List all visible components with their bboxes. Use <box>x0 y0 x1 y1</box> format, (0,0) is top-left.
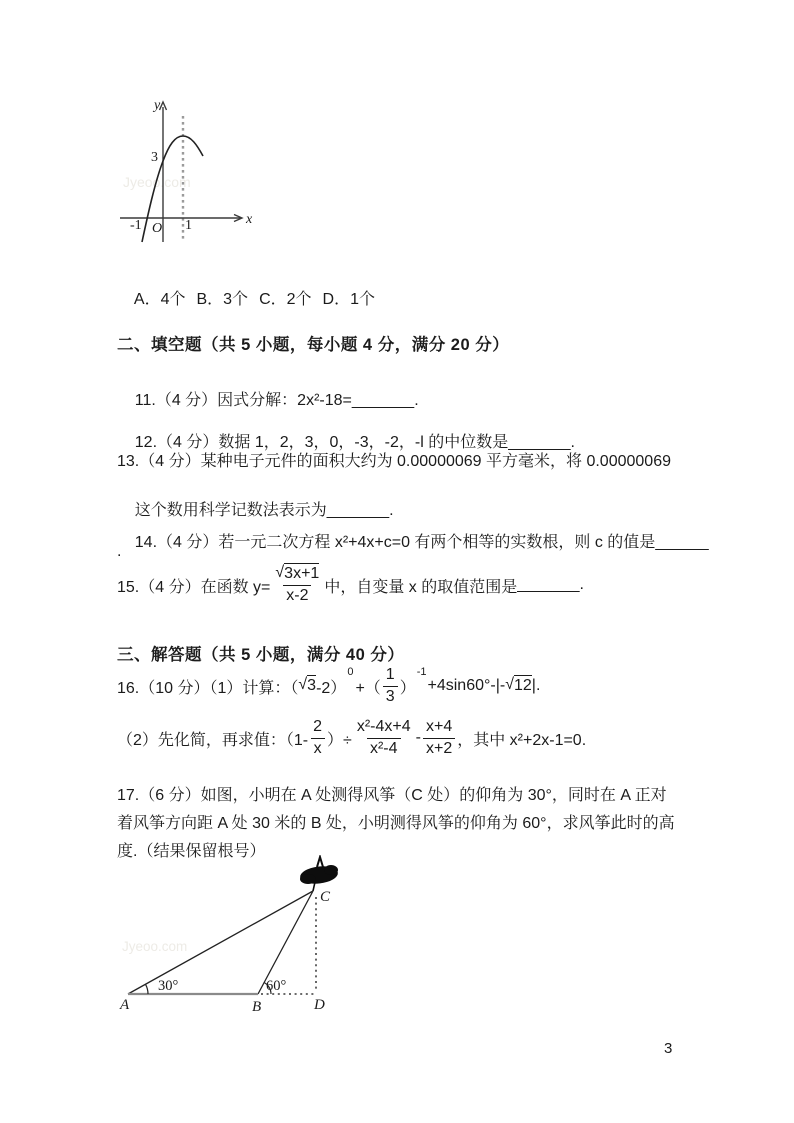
q16-frac-2-over-x <box>310 718 325 758</box>
question-15 <box>117 563 584 607</box>
vertex-label-B: B <box>252 999 262 1015</box>
watermark-text: Jyeoo.com <box>123 174 191 190</box>
q11-blank: _______ <box>351 392 415 409</box>
q16-frac2x-den: x <box>311 738 325 758</box>
q12-period: . <box>570 434 575 451</box>
section2-title: 二、填空题（共 5 小题，每小题 4 分，满分 20 分） <box>117 336 510 354</box>
q15-fraction: $\frac{√3x+1}{x-2}$ <box>275 564 320 604</box>
q16-frac1-num: 1 <box>385 666 395 684</box>
q16-p1-seg2: -2） <box>316 679 347 697</box>
q16-frac-linear <box>423 718 455 758</box>
q16-sqrt12-content: 12 <box>513 677 532 694</box>
angle-label-30: 30° <box>158 978 179 994</box>
option-d: D．1个 <box>322 291 375 308</box>
q16-sqrt12: √12 <box>505 676 532 694</box>
q13-text: 这个数用科学记数法表示为 <box>134 502 327 519</box>
q13-period: . <box>389 502 394 519</box>
q14-blank: ______ <box>655 534 709 551</box>
q11-period: . <box>414 392 419 409</box>
kite-triangle-diagram <box>108 855 348 1020</box>
q16-sqrt3-content: 3 <box>307 677 317 694</box>
angle-label-60: 60° <box>266 978 287 994</box>
x-tick-1: 1 <box>185 218 192 233</box>
kite-triangle-figure <box>108 855 348 1025</box>
angle-arc-A <box>146 984 149 994</box>
q15-blank: _______ <box>517 576 580 593</box>
y-axis-label: y <box>154 98 161 113</box>
q16-fracq-num: x²-4x+4 <box>356 718 411 736</box>
question-17-line2: 着风筝方向距 A 处 30 米的 B 处，小明测得风筝的仰角为 60°，求风筝此时的高 <box>117 815 675 832</box>
question-13-line1: 13.（4 分）某种电子元件的面积大约为 0.00000069 平方毫米，将 0.00000069 <box>117 453 671 470</box>
question-17-line1: 17.（6 分）如图，小明在 A 处测得风筝（C 处）的仰角为 30°，同时在 A 正对 <box>117 787 667 804</box>
option-b: B．3个 <box>196 291 249 308</box>
q16-exponent-0: 0 <box>347 666 354 678</box>
question-16-part2 <box>117 714 586 762</box>
kite-icon <box>299 857 339 891</box>
q14-text: 14.（4 分）若一元二次方程 x²+4x+c=0 有两个相等的实数根，则 c 的值是 <box>134 534 656 551</box>
q15-middle: 中，自变量 x 的取值范围是 <box>324 578 518 596</box>
q16-p1-seg6: |. <box>531 677 541 694</box>
section3-title: 三、解答题（共 5 小题，满分 40 分） <box>117 646 405 664</box>
q16-frac2x-num: 2 <box>313 718 323 736</box>
q16-p2-prefix: （2）先化简，再求值：（1- <box>117 731 309 749</box>
question-14-line2: . <box>117 543 122 560</box>
q16-fracl-num: x+4 <box>425 718 453 736</box>
q16-frac-quadratic <box>354 718 414 758</box>
q15-prefix: 15.（4 分）在函数 y= <box>117 578 271 596</box>
vertex-label-D: D <box>314 997 325 1013</box>
question-16-part1 <box>117 664 540 708</box>
y-tick-3: 3 <box>151 150 158 165</box>
q16-p1-prefix: 16.（10 分）（1）计算：（ <box>117 679 299 697</box>
q12-text: 12.（4 分）数据 1，2，3，0，-3，-2，-l 的中位数是 <box>134 434 509 451</box>
q16-frac1-den: 3 <box>383 686 398 706</box>
page-number: 3 <box>664 1040 673 1057</box>
q16-p1-seg3: +（ <box>355 679 381 697</box>
q11-text: 11.（4 分）因式分解：2x²-18= <box>134 392 352 409</box>
q16-fraction-one-third <box>383 666 398 706</box>
x-tick-neg1: -1 <box>130 218 142 233</box>
q16-fracl-den: x+2 <box>423 738 455 758</box>
q13-blank: _______ <box>326 502 390 519</box>
option-a: A．4个 <box>133 291 186 308</box>
q16-p2-suffix: ，其中 x²+2x-1=0. <box>457 731 587 749</box>
parabola-graph <box>118 96 270 250</box>
q15-denominator: x-2 <box>283 585 311 605</box>
q15-period: . <box>579 576 584 593</box>
q16-p2-seg2: ）÷ <box>327 731 352 749</box>
vertex-label-A: A <box>120 997 130 1013</box>
q15-sqrt-content: 3x+1 <box>284 565 320 583</box>
vertex-label-C: C <box>320 889 331 905</box>
q16-fracq-den: x²-4 <box>367 738 401 758</box>
q12-blank: _______ <box>508 434 571 451</box>
question-14-line1 <box>117 511 709 570</box>
question10-options <box>117 268 375 327</box>
watermark-text: Jyeoo.com <box>122 939 188 954</box>
q16-p1-seg4: ） <box>399 679 416 697</box>
q16-p2-times: - <box>415 729 421 746</box>
option-c: C．2个 <box>259 291 312 308</box>
origin-label: O <box>152 221 163 236</box>
q16-sqrt3: √3 <box>298 676 317 694</box>
q16-exponent-neg1: -1 <box>416 666 427 678</box>
x-axis-label: x <box>246 212 253 227</box>
parabola-figure <box>118 96 270 255</box>
q16-p1-seg5: +4sin60°-|- <box>427 677 506 694</box>
question-17-line3: 度.（结果保留根号） <box>117 843 266 860</box>
